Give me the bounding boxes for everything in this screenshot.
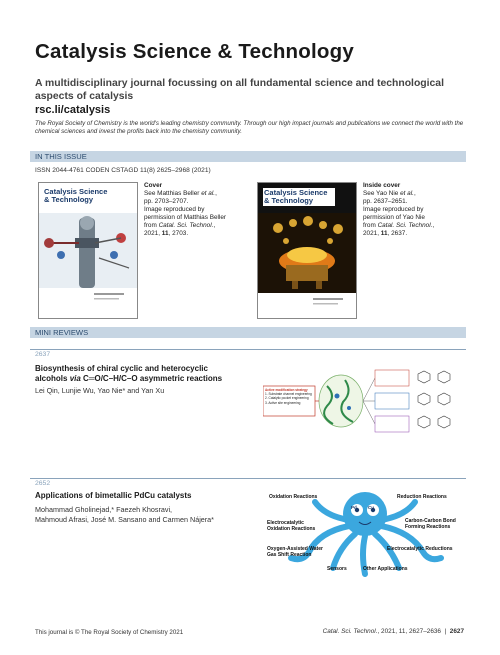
- wgs-label: Oxygen-Assisted Water Gas Shift Reaction: [267, 546, 323, 558]
- footer-copyright: This journal is © The Royal Society of Chemistry 2021: [35, 629, 184, 636]
- inside-cover-reproduced: Image reproduced by: [363, 206, 424, 213]
- article-authors: [35, 505, 265, 524]
- article-authors: Lei Qin, Lunjie Wu, Yao Nie* and Yan Xu: [35, 386, 165, 395]
- mini-reviews-label: MINI REVIEWS: [35, 328, 89, 337]
- cover-see: See Matthias Beller: [144, 190, 202, 197]
- cover-permission: permission of Matthias Beller: [144, 214, 227, 221]
- pd-label: Pd: [351, 505, 357, 510]
- octopus-graphic: [265, 486, 465, 582]
- cover-page: , 2703.: [168, 230, 189, 237]
- electro-reduction-label: Electrocatalytic Reductions: [387, 546, 453, 552]
- strategy-box: [265, 388, 315, 405]
- inside-cover-comma2: ,: [432, 222, 435, 229]
- article-divider: [30, 478, 466, 479]
- cover-comma2: ,: [213, 222, 216, 229]
- inside-cover-see: See Yao Nie: [363, 190, 401, 197]
- article-title-line: Biosynthesis of chiral cyclic and heterocyclic: [35, 364, 208, 373]
- strategy-item: 1. Substrate channel engineering: [265, 392, 312, 397]
- article-graphic: [263, 366, 463, 440]
- inside-cover-brand: Catalysis Science & Technology: [263, 188, 335, 206]
- footer-citation-rest: , 2021, 11, 2627–2636: [377, 628, 441, 635]
- article-authors-line: Mohammad Gholinejad,* Faezeh Khosravi,: [35, 505, 173, 514]
- sensors-label: Sensors: [327, 566, 347, 572]
- cover-from: from: [144, 222, 159, 229]
- cover-etal: et al.: [201, 190, 216, 197]
- rsc-blurb: The Royal Society of Chemistry is the world's leading chemistry community. Through our high impact journals and publications we connect the world with the chemical sciences and invest the profits back into the chemistry community.: [35, 120, 464, 135]
- cover-brand: Catalysis Science & Technology: [44, 187, 108, 204]
- article-authors-line: Mahmoud Afrasi, José M. Sansano and Carmen Nájera*: [35, 514, 214, 524]
- inside-cover-image: [257, 182, 357, 319]
- inside-cover-page: , 2637.: [387, 230, 408, 237]
- reduction-label: Reduction Reactions: [397, 494, 447, 500]
- article-title-text: alcohols: [35, 374, 70, 383]
- article-title-text: C═O/C–H/C–O asymmetric reactions: [80, 374, 223, 383]
- strategy-item: 3. Active site engineering: [265, 400, 301, 405]
- cover-reproduced: Image reproduced by: [144, 206, 205, 213]
- footer-journal: Catal. Sci. Technol.: [322, 628, 378, 635]
- inside-cover-from: from: [363, 222, 378, 229]
- article-page-number: 2652: [35, 480, 51, 487]
- cover-year: 2021,: [144, 230, 162, 237]
- footer-citation: [323, 628, 464, 635]
- strategy-item: 2. Catalytic pocket engineering: [265, 396, 309, 401]
- inside-cover-permission: permission of Yao Nie: [363, 214, 425, 221]
- inside-cover-heading: Inside cover: [363, 182, 401, 189]
- mini-reviews-bar: [30, 327, 466, 338]
- journal-title: Catalysis Science & Technology: [35, 40, 354, 63]
- inside-cover-volume: 11: [380, 230, 388, 237]
- inside-cover-caption: [363, 182, 473, 238]
- article-divider: [30, 349, 466, 350]
- cover-pages: pp. 2703–2707.: [144, 198, 189, 205]
- footer-separator: |: [444, 628, 447, 635]
- strategy-heading: Active modification strategy: [265, 388, 308, 392]
- inside-cover-pages: pp. 2637–2651.: [363, 198, 408, 205]
- cu-label: Cu: [368, 505, 374, 510]
- inside-cover-journal: Catal. Sci. Technol.: [377, 222, 433, 229]
- cover-caption: [144, 182, 254, 238]
- cover-illustration: [39, 183, 137, 318]
- cover-comma: ,: [215, 190, 217, 197]
- inside-cover-comma: ,: [413, 190, 416, 197]
- other-applications-label: Other Applications: [363, 566, 408, 572]
- article-title[interactable]: Applications of bimetallic PdCu catalysts: [35, 491, 192, 500]
- electro-oxidation-label: Electrocatalytic Oxidation Reactions: [267, 520, 316, 532]
- journal-subtitle: A multidisciplinary journal focussing on all fundamental science and technological aspects of catalysis: [35, 78, 444, 102]
- inside-cover-illustration: [258, 183, 356, 318]
- cover-volume: 11: [161, 230, 169, 237]
- article-page-number: 2637: [35, 351, 51, 358]
- article-title[interactable]: [35, 364, 285, 384]
- footer-page-number: 2627: [449, 628, 464, 635]
- inside-cover-etal: et al.: [400, 190, 414, 197]
- cover-image: [38, 182, 138, 319]
- in-this-issue-label: IN THIS ISSUE: [35, 152, 87, 161]
- cc-bond-label: Carbon-Carbon Bond Forming Reactions: [405, 518, 456, 530]
- oxidation-label: Oxidation Reactions: [269, 494, 318, 500]
- article-title-via: via: [69, 374, 81, 383]
- in-this-issue-bar: [30, 151, 466, 162]
- inside-cover-year: 2021,: [363, 230, 381, 237]
- issue-meta: ISSN 2044-4761 CODEN CSTAGD 11(8) 2625–2968 (2021): [35, 167, 211, 174]
- cover-journal: Catal. Sci. Technol.: [158, 222, 214, 229]
- cover-heading: Cover: [144, 182, 163, 189]
- journal-url-link[interactable]: rsc.li/catalysis: [35, 104, 111, 116]
